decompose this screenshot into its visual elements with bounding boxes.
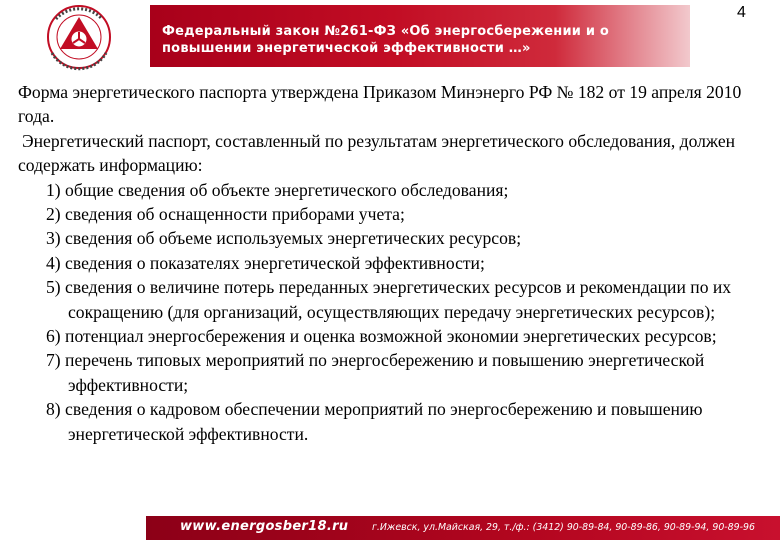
list-item: 2) сведения об оснащенности приборами учета; xyxy=(46,204,405,225)
list-item: 3) сведения об объеме используемых энергетических ресурсов; xyxy=(46,228,522,249)
list-item: 7) перечень типовых мероприятий по энергосбережению и повышению энергетической эффективности; xyxy=(46,350,705,395)
lead-paragraph: Энергетический паспорт, составленный по результатам энергетического обследования, должен содержать информацию: xyxy=(18,130,736,176)
list-item: 5) сведения о величине потерь переданных энергетических ресурсов и рекомендации по их сокращению (для организаций, осуществляющих передачу энергетических ресурсов); xyxy=(46,277,732,322)
passport-info-list xyxy=(18,178,768,446)
slide-header xyxy=(0,0,780,75)
list-item: 8) сведения о кадровом обеспечении мероприятий по энергосбережению и повышению энергетической эффективности. xyxy=(46,399,703,444)
list-item: 1) общие сведения об объекте энергетического обследования; xyxy=(46,179,509,200)
list-item: 6) потенциал энергосбережения и оценка возможной экономии энергетических ресурсов; xyxy=(46,326,717,347)
list-item: 4) сведения о показателях энергетической эффективности; xyxy=(46,252,485,273)
footer-address: г.Ижевск, ул.Майская, 29, т./ф.: (3412) 90-89-84, 90-89-86, 90-89-94, 90-89-96 xyxy=(372,522,755,533)
energy-seal-logo-icon xyxy=(12,3,146,71)
slide-body xyxy=(18,80,768,446)
footer-site-link[interactable]: www.energosber18.ru xyxy=(180,519,349,534)
page-number: 4 xyxy=(737,4,746,21)
header-title: Федеральный закон №261-ФЗ «Об энергосбережении и о повышении энергетической эффективности …» xyxy=(162,24,609,56)
intro-paragraph: Форма энергетического паспорта утверждена Приказом Минэнерго РФ № 182 от 19 апреля 2010 года. xyxy=(18,82,742,127)
